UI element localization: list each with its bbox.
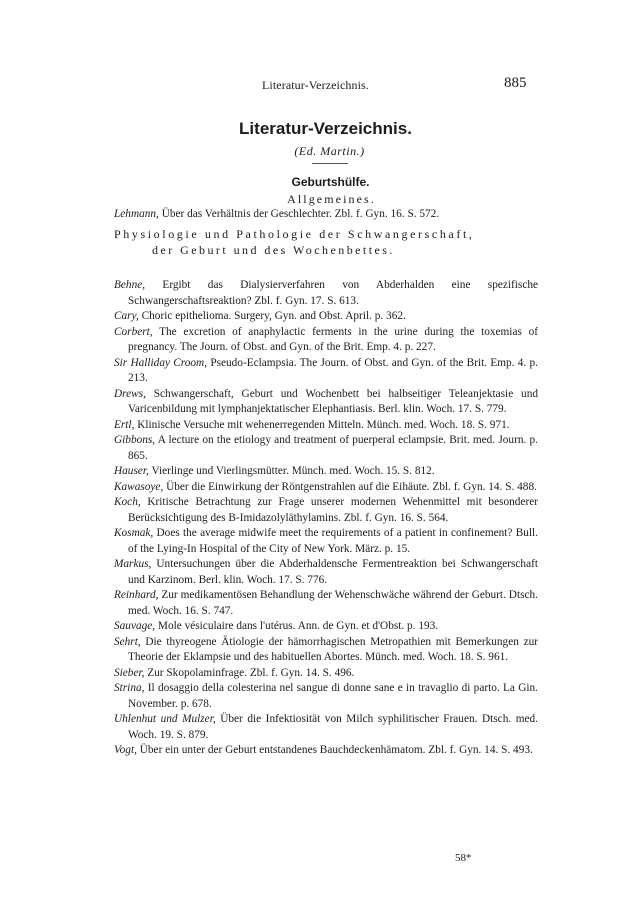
bibliography-entry xyxy=(114,712,538,743)
bibliography-entry xyxy=(114,619,538,635)
group-title-line-2: der Geburt und des Wochenbettes. xyxy=(152,243,395,257)
bibliography-list xyxy=(114,278,538,759)
bibliography-entry xyxy=(114,278,538,309)
entry-author: Uhlenhut und Mulzer, xyxy=(114,713,216,725)
entry-text: Kritische Betrachtung zur Frage unserer modernen Wehenmittel mit besonderer Berücksichtigung des B-Imidazolyläthylamins. Zbl. f. Gyn. 16. S. 564. xyxy=(128,496,538,524)
entry-author: Gibbons, xyxy=(114,434,156,446)
bibliography-entry xyxy=(114,356,538,387)
bibliography-entry xyxy=(114,681,538,712)
entry-text: Die thyreogene Ätiologie der hämorrhagischen Metropathien mit Bemerkungen zur Theorie der Eklampsie und des habituellen Abortes. Münch. med. Woch. 18. S. 961. xyxy=(128,635,538,663)
entry-text: Zur Skopolaminfrage. Zbl. f. Gyn. 14. S. 496. xyxy=(144,666,355,679)
entry-author: Koch, xyxy=(114,496,141,508)
short-divider xyxy=(312,163,348,164)
group-title-line-1: Physiologie und Pathologie der Schwangerschaft, xyxy=(114,227,475,241)
entry-text: Klinische Versuche mit wehenerregenden Mitteln. Münch. med. Woch. 18. S. 971. xyxy=(134,418,510,431)
entry-author: Lehmann, xyxy=(114,208,159,220)
entry-author: Strina, xyxy=(114,682,145,694)
bibliography-entry xyxy=(114,418,538,434)
entry-text: Über das Verhältnis der Geschlechter. Zbl. f. Gyn. 16. S. 572. xyxy=(158,208,440,220)
entry-author: Kawasoye, xyxy=(114,480,164,493)
entry-text: Mole vésiculaire dans l'utérus. Ann. de Gyn. et d'Obst. p. 193. xyxy=(155,620,439,632)
entry-author: Vogt, xyxy=(114,744,137,756)
entry-text: Über die Infektiosität von Milch syphilitischer Frauen. Dtsch. med. Woch. 19. S. 879. xyxy=(128,713,538,741)
entry-text: Choric epithelioma. Surgery, Gyn. and Obst. April. p. 362. xyxy=(138,310,406,322)
page-number: 885 xyxy=(504,75,527,91)
entry-text: Schwangerschaft, Geburt und Wochenbett bei halbseitiger Teleanjektasie und Varicenbildung mit lymphanjektatischer Elephantiasis. Berl. klin. Woch. 17. S. 779. xyxy=(128,387,538,415)
entry-author: Ertl, xyxy=(114,418,135,431)
bibliography-entry xyxy=(114,526,538,557)
subsection-title: Allgemeines. xyxy=(287,192,376,206)
section-title: Geburtshülfe. xyxy=(291,175,370,189)
bibliography-entry xyxy=(114,207,552,223)
entry-author: Reinhard, xyxy=(114,589,159,601)
entry-text: Über ein unter der Geburt entstandenes Bauchdeckenhämatom. Zbl. f. Gyn. 14. S. 493. xyxy=(136,744,533,756)
entry-text: Does the average midwife meet the requirements of a patient in confinement? Bull. of the Lying-In Hospital of the City of New York. März. p. 15. xyxy=(128,527,538,555)
entry-author: Cary, xyxy=(114,310,139,322)
bibliography-entry xyxy=(114,635,538,666)
editor-credit: (Ed. Martin.) xyxy=(294,144,365,158)
bibliography-entry xyxy=(114,495,538,526)
entry-author: Sauvage, xyxy=(114,620,156,632)
entry-author: Corbert, xyxy=(114,325,153,338)
entry-text: Il dosaggio della colesterina nel sangue di donne sane e in travaglio di parto. La Gin. November. p. 678. xyxy=(128,682,538,710)
bibliography-entry xyxy=(114,433,538,464)
running-head-title: Literatur-Verzeichnis. xyxy=(262,78,369,92)
entry-author: Drews, xyxy=(114,387,146,400)
entry-text: The excretion of anaphylactic ferments in the urine during the toxemias of pregnancy. The Journ. of Obst. and Gyn. of the Brit. Emp. 4. p. 227. xyxy=(128,325,538,353)
entry-text: A lecture on the etiology and treatment of puerperal eclampsie. Brit. med. Journ. p. 865. xyxy=(128,434,538,462)
entry-author: Behne, xyxy=(114,279,146,291)
entry-text: Ergibt das Dialysierverfahren von Abderhalden eine spezifische Schwangerschaftsreaktion? Zbl. f. Gyn. 17. S. 613. xyxy=(128,279,538,307)
bibliography-entry xyxy=(114,588,538,619)
bibliography-entry xyxy=(114,309,538,325)
group-title xyxy=(114,227,534,258)
bibliography-entry xyxy=(114,480,538,496)
entry-author: Kosmak, xyxy=(114,527,154,539)
bibliography-entry xyxy=(114,557,538,588)
entry-author: Sehrt, xyxy=(114,635,141,648)
entry-text: Pseudo-Eclampsia. The Journ. of Obst. and Gyn. of the Brit. Emp. 4. p. 213. xyxy=(128,356,538,384)
entry-author: Sir Halliday Croom, xyxy=(114,356,208,369)
main-title: Literatur-Verzeichnis. xyxy=(239,119,412,138)
entry-text: Über die Einwirkung der Röntgenstrahlen auf die Eihäute. Zbl. f. Gyn. 14. S. 488. xyxy=(163,480,537,493)
entry-author: Hauser, xyxy=(114,465,149,477)
entry-author: Sieber, xyxy=(114,666,145,679)
entry-text: Vierlinge und Vierlingsmütter. Münch. med. Woch. 15. S. 812. xyxy=(148,465,435,477)
bibliography-entry xyxy=(114,666,538,682)
bibliography-entry xyxy=(114,387,538,418)
signature-mark: 58* xyxy=(455,852,472,864)
entry-author: Markus, xyxy=(114,558,152,570)
bibliography-entry xyxy=(114,464,538,480)
bibliography-entry xyxy=(114,325,538,356)
entry-text: Zur medikamentösen Behandlung der Wehenschwäche während der Geburt. Dtsch. med. Woch. 16. S. 747. xyxy=(128,589,538,617)
bibliography-entry xyxy=(114,743,538,759)
entry-text: Untersuchungen über die Abderhaldensche Fermentreaktion bei Schwangerschaft und Karzinom. Berl. klin. Woch. 17. S. 776. xyxy=(128,558,538,586)
